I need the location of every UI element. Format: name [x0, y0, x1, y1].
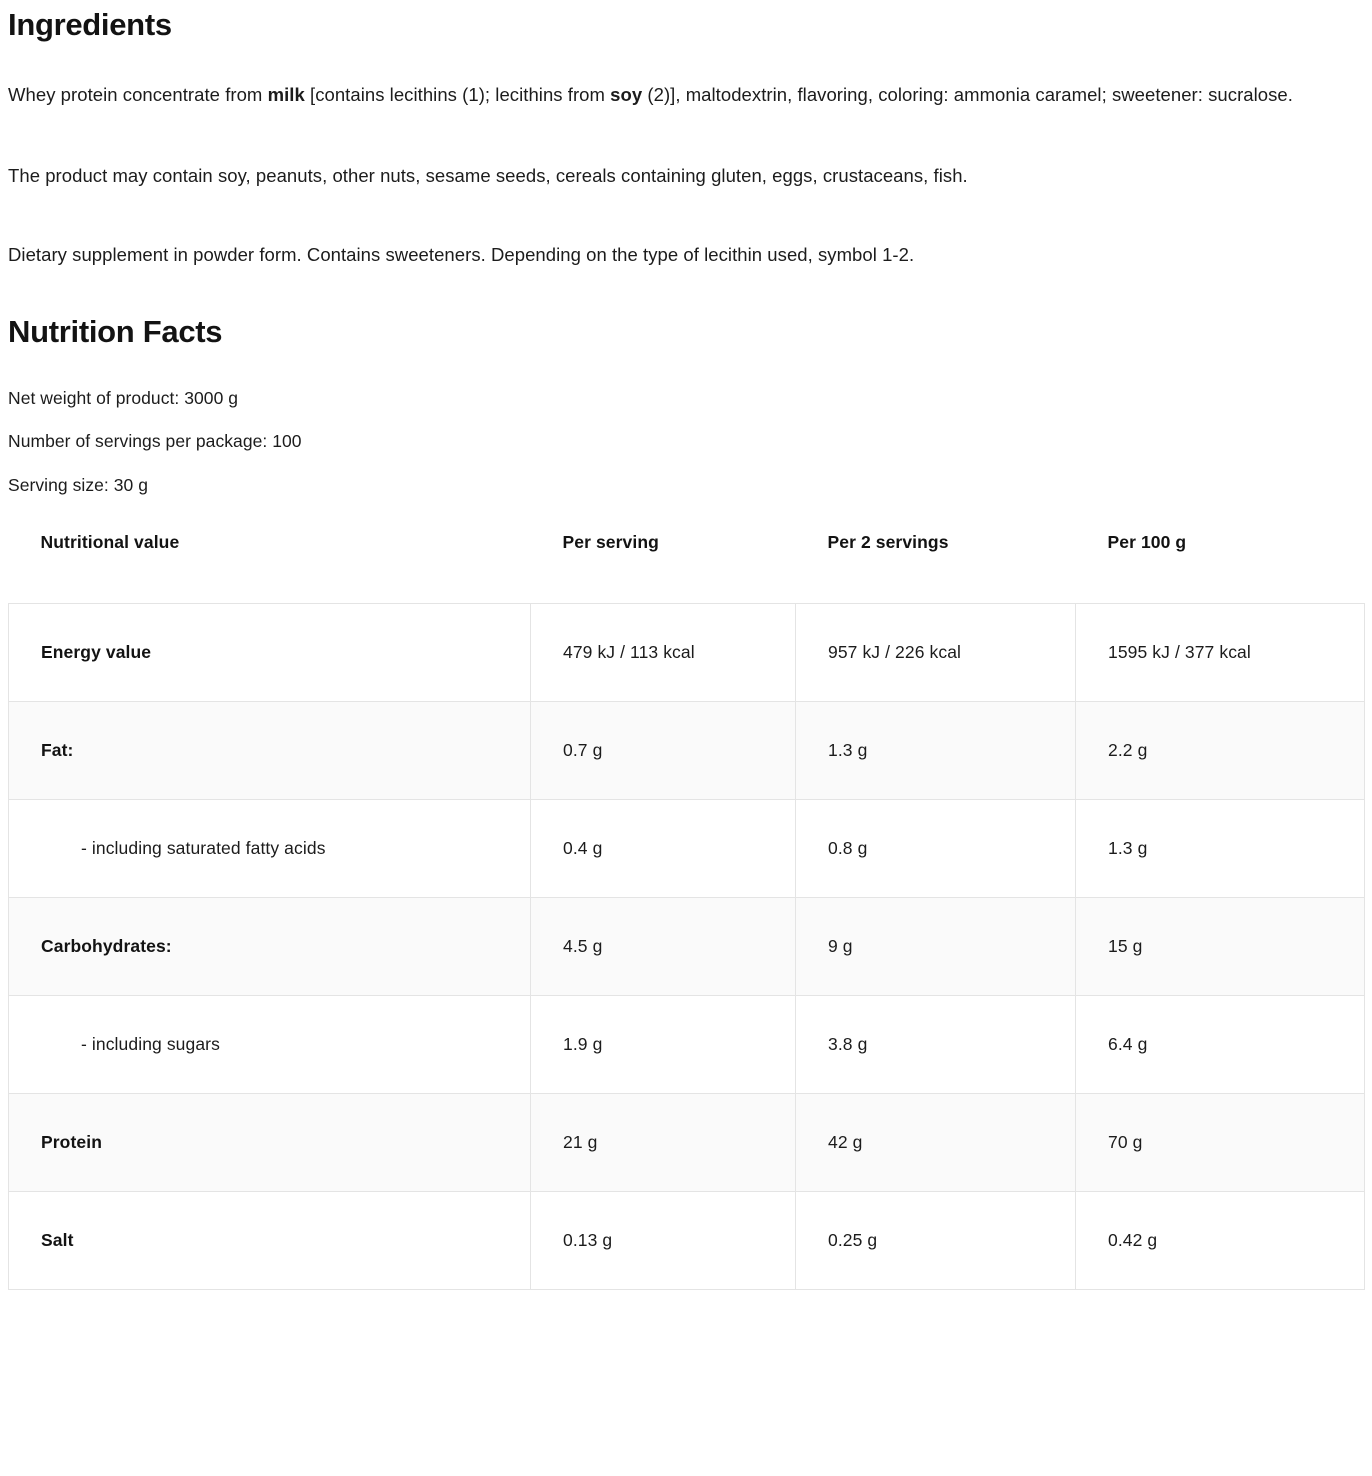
nutrition-facts-heading: Nutrition Facts — [8, 314, 223, 350]
ingredients-text-part3: (2)], maltodextrin, flavoring, coloring: ammonia caramel; sweetener: sucralose. — [642, 84, 1293, 106]
cell-per-serving: 4.5 g — [531, 897, 796, 995]
row-label: Salt — [9, 1191, 531, 1289]
table-row — [9, 1093, 1365, 1191]
ingredients-text — [8, 73, 1328, 118]
cell-per-2-servings: 0.25 g — [796, 1191, 1076, 1289]
table-row — [9, 897, 1365, 995]
row-label: Fat: — [9, 701, 531, 799]
allergen-warning-text: The product may contain soy, peanuts, other nuts, sesame seeds, cereals containing gluten, eggs, crustaceans, fish. — [8, 164, 968, 186]
cell-per-serving: 0.4 g — [531, 799, 796, 897]
table-row — [9, 799, 1365, 897]
row-label: Carbohydrates: — [9, 897, 531, 995]
cell-per-100g: 2.2 g — [1076, 701, 1365, 799]
cell-per-2-servings: 957 kJ / 226 kcal — [796, 603, 1076, 701]
allergen-soy: soy — [610, 84, 643, 106]
servings-per-package-line: Number of servings per package: 100 — [8, 431, 302, 452]
ingredients-text-part2: [contains lecithins (1); lecithins from — [304, 84, 611, 106]
serving-info-block — [8, 377, 1364, 508]
cell-per-serving: 0.13 g — [531, 1191, 796, 1289]
ingredients-text-part1: Whey protein concentrate from — [8, 84, 268, 106]
row-label: Energy value — [9, 603, 531, 701]
cell-per-serving: 479 kJ / 113 kcal — [531, 603, 796, 701]
ingredients-heading: Ingredients — [8, 7, 172, 42]
nutrition-facts-table — [8, 532, 1365, 1290]
column-header-per-2-servings: Per 2 servings — [796, 532, 1076, 604]
cell-per-2-servings: 0.8 g — [796, 799, 1076, 897]
net-weight-line: Net weight of product: 3000 g — [8, 387, 239, 408]
cell-per-serving: 0.7 g — [531, 701, 796, 799]
cell-per-100g: 6.4 g — [1076, 995, 1365, 1093]
serving-size-line: Serving size: 30 g — [8, 475, 149, 496]
table-row — [9, 1191, 1365, 1289]
column-header-per-100g: Per 100 g — [1076, 532, 1365, 604]
cell-per-100g: 1.3 g — [1076, 799, 1365, 897]
row-label: Protein — [9, 1093, 531, 1191]
cell-per-2-servings: 42 g — [796, 1093, 1076, 1191]
table-row — [9, 995, 1365, 1093]
cell-per-100g: 0.42 g — [1076, 1191, 1365, 1289]
table-header-row — [9, 532, 1365, 604]
cell-per-2-servings: 1.3 g — [796, 701, 1076, 799]
cell-per-serving: 21 g — [531, 1093, 796, 1191]
cell-per-2-servings: 3.8 g — [796, 995, 1076, 1093]
cell-per-serving: 1.9 g — [531, 995, 796, 1093]
row-label-sub: - including saturated fatty acids — [9, 799, 531, 897]
table-header — [9, 532, 1365, 604]
cell-per-100g: 15 g — [1076, 897, 1365, 995]
row-label-sub: - including sugars — [9, 995, 531, 1093]
table-row — [9, 603, 1365, 701]
cell-per-2-servings: 9 g — [796, 897, 1076, 995]
table-body — [9, 603, 1365, 1289]
supplement-note-text: Dietary supplement in powder form. Contains sweeteners. Depending on the type of lecithin used, symbol 1-2. — [8, 243, 915, 265]
cell-per-100g: 70 g — [1076, 1093, 1365, 1191]
column-header-per-serving: Per serving — [531, 532, 796, 604]
column-header-nutritional-value: Nutritional value — [9, 532, 531, 604]
allergen-milk: milk — [267, 84, 305, 106]
cell-per-100g: 1595 kJ / 377 kcal — [1076, 603, 1365, 701]
table-row — [9, 701, 1365, 799]
